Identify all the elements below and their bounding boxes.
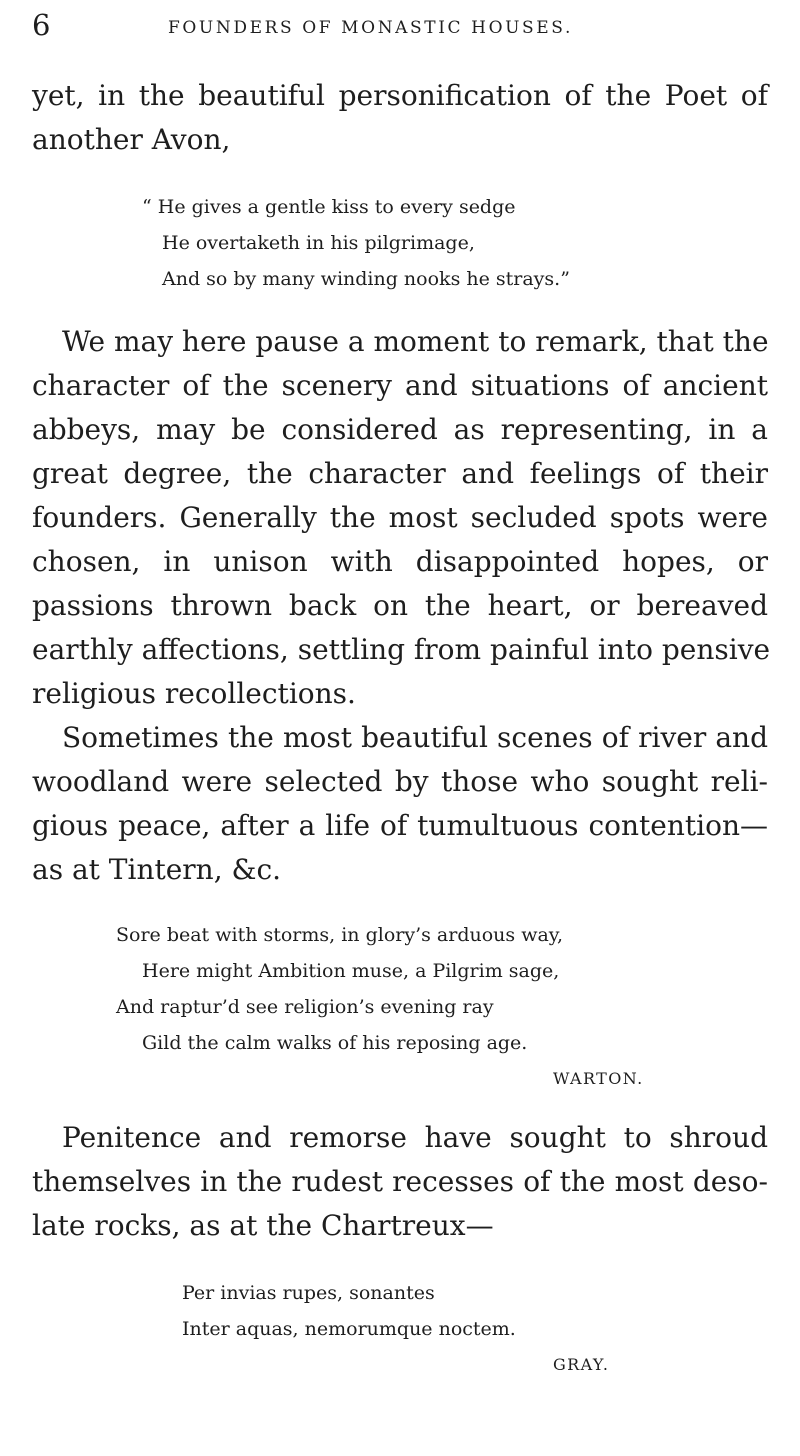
paragraph-line: gious peace, after a life of tumultuous contention— <box>32 809 768 842</box>
paragraph-line: abbeys, may be considered as representing, in a <box>32 413 768 446</box>
paragraph-line: yet, in the beautiful personification of the Poet of <box>32 79 768 112</box>
verse-line: Here might Ambition muse, a Pilgrim sage, <box>142 960 560 982</box>
verse-line: Gild the calm walks of his reposing age. <box>142 1032 528 1054</box>
paragraph-line: We may here pause a moment to remark, that the <box>62 325 769 358</box>
paragraph-line: Sometimes the most beautiful scenes of river and <box>62 721 768 754</box>
paragraph-line: another Avon, <box>32 123 231 156</box>
paragraph-line: themselves in the rudest recesses of the most deso- <box>32 1165 768 1198</box>
attribution: WARTON. <box>553 1069 644 1088</box>
verse-line: And so by many winding nooks he strays.” <box>162 268 570 290</box>
verse-line: “ He gives a gentle kiss to every sedge <box>142 196 516 218</box>
verse-line: Inter aquas, nemorumque noctem. <box>182 1318 516 1340</box>
running-title: FOUNDERS OF MONASTIC HOUSES. <box>168 18 573 38</box>
running-header <box>32 8 768 42</box>
paragraph-line: founders. Generally the most secluded spots were <box>32 501 768 534</box>
page-number: 6 <box>32 8 51 42</box>
verse-line: And raptur’d see religion’s evening ray <box>116 996 494 1018</box>
paragraph-line: Penitence and remorse have sought to shroud <box>62 1121 768 1154</box>
verse-line: Sore beat with storms, in glory’s arduous way, <box>116 924 564 946</box>
paragraph-line: great degree, the character and feelings of their <box>32 457 768 490</box>
verse-line: He overtaketh in his pilgrimage, <box>162 232 475 254</box>
attribution: GRAY. <box>553 1355 610 1374</box>
paragraph-line: passions thrown back on the heart, or bereaved <box>32 589 768 622</box>
paragraph-line: woodland were selected by those who sought reli- <box>32 765 768 798</box>
verse-line: Per invias rupes, sonantes <box>182 1282 435 1304</box>
paragraph-line: late rocks, as at the Chartreux— <box>32 1209 494 1242</box>
paragraph-line: chosen, in unison with disappointed hopes, or <box>32 545 768 578</box>
paragraph-line: earthly affections, settling from painful into pensive <box>32 633 771 666</box>
paragraph-line: religious recollections. <box>32 677 356 710</box>
paragraph-line: character of the scenery and situations of ancient <box>32 369 768 402</box>
paragraph-line: as at Tintern, &c. <box>32 853 282 886</box>
